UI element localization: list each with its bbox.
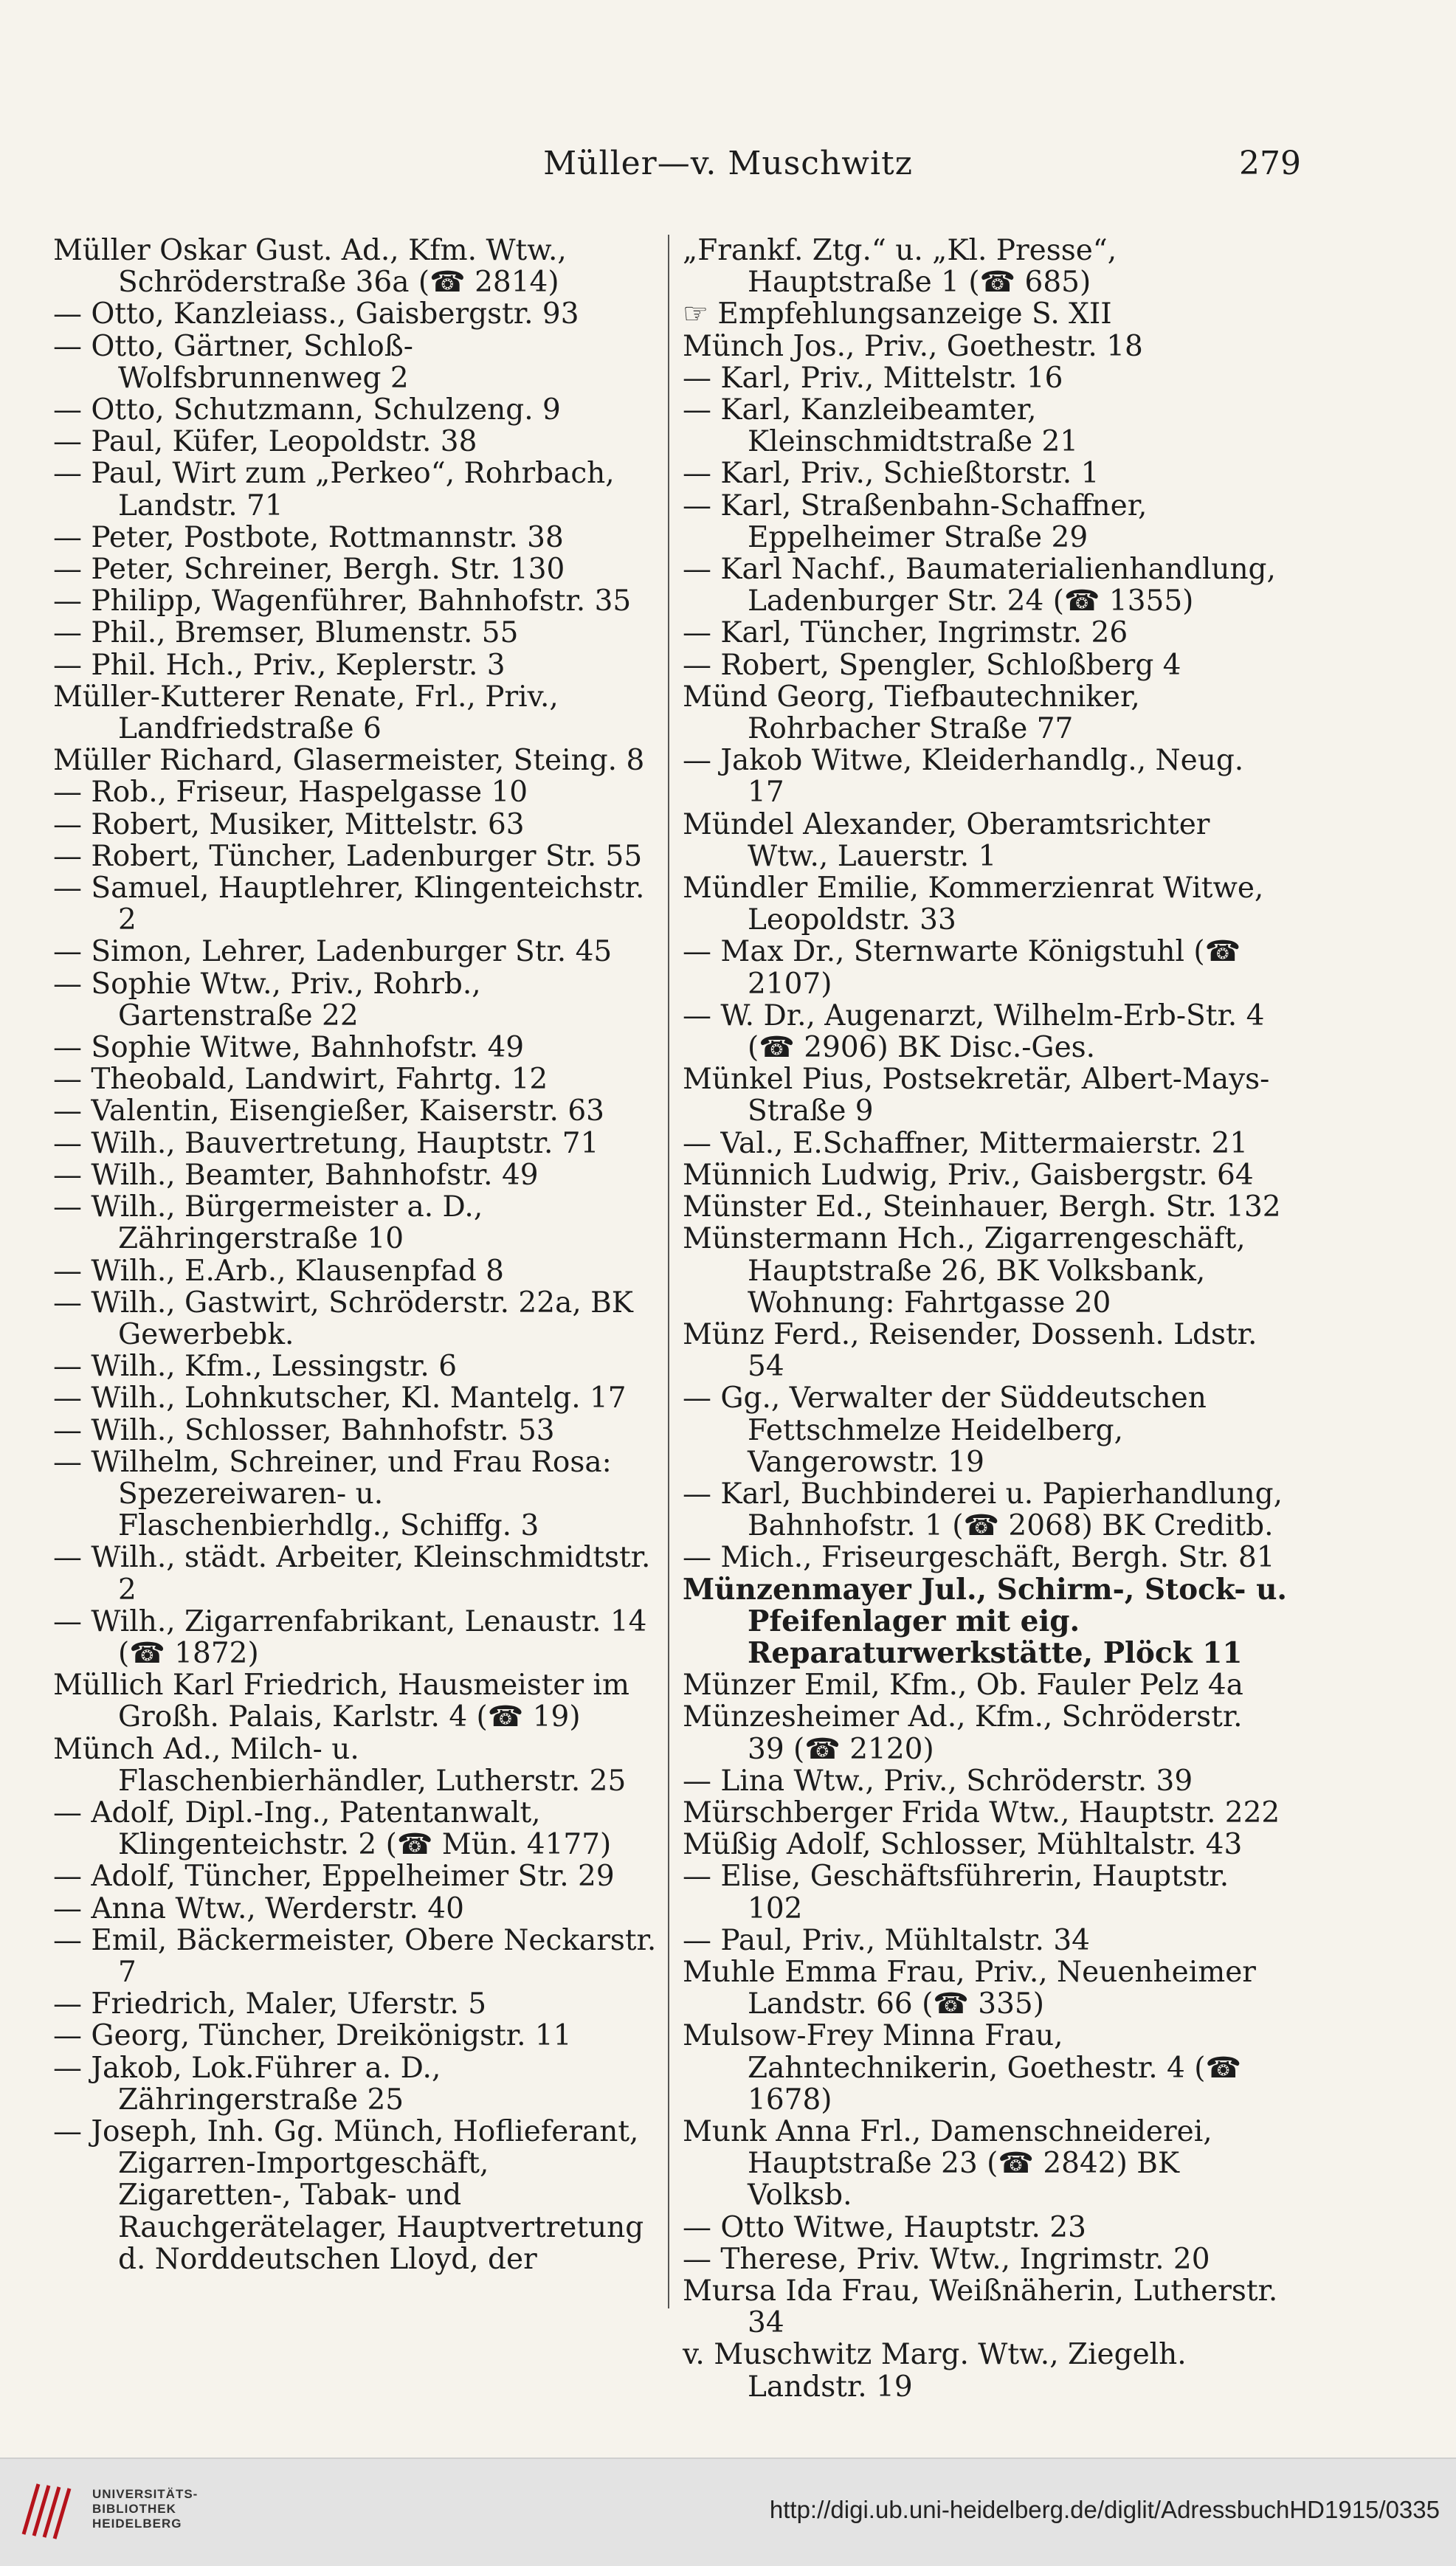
directory-entry: — Adolf, Dipl.-Ing., Patentanwalt, Klingenteichstr. 2 (☎ Mün. 4177) — [53, 1796, 612, 1862]
directory-entry: — Karl, Priv., Mittelstr. 16 — [683, 361, 1063, 395]
directory-entry: Münz Ferd., Reisender, Dossenh. Ldstr. 54 — [683, 1317, 1257, 1384]
directory-entry: Müllich Karl Friedrich, Hausmeister im Großh. Palais, Karlstr. 4 (☎ 19) — [53, 1669, 630, 1734]
directory-entry: — Paul, Küfer, Leopoldstr. 38 — [53, 425, 477, 459]
directory-entry: — Phil., Bremser, Blumenstr. 55 — [53, 616, 519, 650]
right-column — [683, 235, 1288, 2403]
directory-entry: — Wilhelm, Schreiner, und Frau Rosa: Spezereiwaren- u. Flaschenbierhdlg., Schiffg. 3 — [53, 1445, 612, 1543]
directory-entry: Müßig Adolf, Schlosser, Mühltalstr. 43 — [683, 1828, 1243, 1862]
directory-entry: — Paul, Wirt zum „Perkeo“, Rohrbach, Landstr. 71 — [53, 457, 615, 522]
directory-entry: — Jakob, Lok.Führer a. D., Zähringerstraße 25 — [53, 2051, 441, 2117]
directory-entry: Mündel Alexander, Oberamtsrichter Wtw., Lauerstr. 1 — [683, 807, 1210, 873]
directory-entry: — Emil, Bäckermeister, Obere Neckarstr. 7 — [53, 1923, 657, 1989]
directory-entry: Müller Richard, Glasermeister, Steing. 8 — [53, 744, 645, 778]
directory-entry: — Mich., Friseurgeschäft, Bergh. Str. 81 — [683, 1541, 1275, 1575]
directory-entry: — Jakob Witwe, Kleiderhandlg., Neug. 17 — [683, 744, 1244, 810]
directory-entry: — Valentin, Eisengießer, Kaiserstr. 63 — [53, 1094, 604, 1128]
directory-entry: — Karl, Kanzleibeamter, Kleinschmidtstraße 21 — [683, 393, 1079, 459]
directory-entry: — Karl, Buchbinderei u. Papierhandlung, Bahnhofstr. 1 (☎ 2068) BK Creditb. — [683, 1477, 1283, 1543]
directory-entry: — Theobald, Landwirt, Fahrtg. 12 — [53, 1063, 548, 1097]
page-number: 279 — [1239, 145, 1301, 182]
directory-entry: — Phil. Hch., Priv., Keplerstr. 3 — [53, 648, 506, 682]
directory-entry: v. Muschwitz Marg. Wtw., Ziegelh. Landstr. 19 — [683, 2338, 1187, 2404]
directory-entry: Münkel Pius, Postsekretär, Albert-Mays-Straße 9 — [683, 1063, 1270, 1128]
page-header — [0, 145, 1456, 189]
directory-entry: — Philipp, Wagenführer, Bahnhofstr. 35 — [53, 584, 632, 618]
directory-entry: — Wilh., Schlosser, Bahnhofstr. 53 — [53, 1413, 555, 1447]
directory-entry: — Robert, Tüncher, Ladenburger Str. 55 — [53, 839, 643, 873]
directory-entry: — Otto, Gärtner, Schloß-Wolfsbrunnenweg 2 — [53, 329, 413, 395]
directory-entry: Münster Ed., Steinhauer, Bergh. Str. 132 — [683, 1190, 1281, 1224]
directory-entry: — Karl, Straßenbahn-Schaffner, Eppelheimer Straße 29 — [683, 489, 1148, 554]
library-name — [92, 2487, 198, 2531]
directory-entry: — Otto, Kanzleiass., Gaisbergstr. 93 — [53, 297, 579, 331]
directory-entry: — Elise, Geschäftsführerin, Hauptstr. 102 — [683, 1860, 1229, 1925]
directory-entry: — Wilh., städt. Arbeiter, Kleinschmidtstr. 2 — [53, 1541, 651, 1607]
directory-entry: — Karl, Tüncher, Ingrimstr. 26 — [683, 616, 1128, 650]
university-library-logo-icon — [16, 2475, 84, 2543]
directory-entry: — Wilh., Bürgermeister a. D., Zähringerstraße 10 — [53, 1190, 483, 1256]
directory-entry: — W. Dr., Augenarzt, Wilhelm-Erb-Str. 4 (☎ 2906) BK Disc.-Ges. — [683, 999, 1265, 1065]
directory-entry: — Joseph, Inh. Gg. Münch, Hoflieferant, Zigarren-Importgeschäft, Zigaretten-, Tabak- und Rauchgerätelager, Hauptvertretung d. Norddeutschen Lloyd, der — [53, 2114, 644, 2276]
directory-entry: — Peter, Postbote, Rottmannstr. 38 — [53, 520, 564, 554]
directory-entry: — Wilh., Beamter, Bahnhofstr. 49 — [53, 1158, 539, 1192]
directory-entry: — Wilh., Kfm., Lessingstr. 6 — [53, 1350, 458, 1384]
directory-entry: Munk Anna Frl., Damenschneiderei, Hauptstraße 23 (☎ 2842) BK Volksb. — [683, 2114, 1212, 2213]
directory-entry: Münd Georg, Tiefbautechniker, Rohrbacher Straße 77 — [683, 680, 1140, 746]
directory-entry: Mursa Ida Frau, Weißnäherin, Lutherstr. 34 — [683, 2274, 1278, 2340]
directory-entry: — Sophie Witwe, Bahnhofstr. 49 — [53, 1031, 525, 1065]
directory-entry: — Karl Nachf., Baumaterialienhandlung, Ladenburger Str. 24 (☎ 1355) — [683, 553, 1276, 618]
footer-bar — [0, 2458, 1456, 2566]
directory-entry: Münstermann Hch., Zigarrengeschäft, Hauptstraße 26, BK Volksbank, Wohnung: Fahrtgasse 20 — [683, 1222, 1246, 1320]
running-title: Müller—v. Muschwitz — [543, 145, 913, 182]
directory-entry: — Paul, Priv., Mühltalstr. 34 — [683, 1923, 1090, 1957]
directory-entry: — Simon, Lehrer, Ladenburger Str. 45 — [53, 935, 613, 969]
directory-entry: Münnich Ludwig, Priv., Gaisbergstr. 64 — [683, 1158, 1254, 1192]
directory-entry: — Otto, Schutzmann, Schulzeng. 9 — [53, 393, 561, 427]
directory-entry: Müller-Kutterer Renate, Frl., Priv., Landfriedstraße 6 — [53, 680, 559, 746]
directory-entry: Münzenmayer Jul., Schirm-, Stock- u. Pfeifenlager mit eig. Reparaturwerkstätte, Plöck 11 — [683, 1572, 1287, 1670]
library-name-line-1: UNIVERSITÄTS- — [92, 2487, 199, 2501]
directory-entry: Münzer Emil, Kfm., Ob. Fauler Pelz 4a — [683, 1669, 1243, 1703]
directory-entry: — Adolf, Tüncher, Eppelheimer Str. 29 — [53, 1860, 615, 1894]
directory-entry: Mulsow-Frey Minna Frau, Zahntechnikerin, Goethestr. 4 (☎ 1678) — [683, 2019, 1242, 2117]
directory-entry: — Wilh., Bauvertretung, Hauptstr. 71 — [53, 1126, 599, 1160]
directory-entry: — Max Dr., Sternwarte Königstuhl (☎ 2107) — [683, 935, 1241, 1001]
directory-entry: — Samuel, Hauptlehrer, Klingenteichstr. 2 — [53, 872, 645, 937]
directory-entry: — Wilh., E.Arb., Klausenpfad 8 — [53, 1254, 504, 1288]
directory-entry: Müller Oskar Gust. Ad., Kfm. Wtw., Schröderstraße 36a (☎ 2814) — [53, 234, 567, 300]
directory-entry: — Georg, Tüncher, Dreikönigstr. 11 — [53, 2019, 572, 2053]
column-divider — [668, 235, 669, 2308]
left-column — [53, 235, 658, 2275]
directory-entry: — Lina Wtw., Priv., Schröderstr. 39 — [683, 1764, 1193, 1798]
directory-entry: — Anna Wtw., Werderstr. 40 — [53, 1891, 464, 1925]
directory-entry: Mündler Emilie, Kommerzienrat Witwe, Leopoldstr. 33 — [683, 872, 1264, 937]
library-name-line-3: HEIDELBERG — [92, 2517, 182, 2531]
directory-entry: „Frankf. Ztg.“ u. „Kl. Presse“, Hauptstraße 1 (☎ 685) — [683, 234, 1117, 300]
directory-entry: — Gg., Verwalter der Süddeutschen Fettschmelze Heidelberg, Vangerowstr. 19 — [683, 1382, 1207, 1479]
directory-entry: — Wilh., Gastwirt, Schröderstr. 22a, BK Gewerbebk. — [53, 1286, 633, 1351]
directory-entry: — Robert, Musiker, Mittelstr. 63 — [53, 807, 525, 841]
directory-entry: — Karl, Priv., Schießtorstr. 1 — [683, 457, 1100, 491]
directory-entry: — Sophie Wtw., Priv., Rohrb., Gartenstraße 22 — [53, 967, 481, 1032]
directory-entry: Muhle Emma Frau, Priv., Neuenheimer Landstr. 66 (☎ 335) — [683, 1955, 1256, 2021]
library-name-line-2: BIBLIOTHEK — [92, 2502, 176, 2516]
directory-entry: ☞ Empfehlungsanzeige S. XII — [683, 297, 1112, 331]
directory-entry: — Rob., Friseur, Haspelgasse 10 — [53, 776, 528, 810]
directory-entry: — Otto Witwe, Hauptstr. 23 — [683, 2210, 1086, 2244]
directory-entry: Münch Jos., Priv., Goethestr. 18 — [683, 329, 1143, 363]
directory-entry: — Therese, Priv. Wtw., Ingrimstr. 20 — [683, 2242, 1210, 2276]
directory-entry: — Wilh., Zigarrenfabrikant, Lenaustr. 14 (☎ 1872) — [53, 1604, 647, 1670]
source-url-link[interactable]: http://digi.ub.uni-heidelberg.de/diglit/AdressbuchHD1915/0335 — [769, 2496, 1440, 2523]
directory-entry: — Val., E.Schaffner, Mittermaierstr. 21 — [683, 1126, 1249, 1160]
directory-entry: — Wilh., Lohnkutscher, Kl. Mantelg. 17 — [53, 1382, 627, 1415]
directory-entry: Münzesheimer Ad., Kfm., Schröderstr. 39 (☎ 2120) — [683, 1700, 1243, 1766]
directory-entry: — Robert, Spengler, Schloßberg 4 — [683, 648, 1181, 682]
directory-entry: — Peter, Schreiner, Bergh. Str. 130 — [53, 553, 565, 587]
directory-entry: Mürschberger Frida Wtw., Hauptstr. 222 — [683, 1796, 1280, 1829]
directory-entry: Münch Ad., Milch- u. Flaschenbierhändler, Lutherstr. 25 — [53, 1732, 627, 1798]
directory-entry: — Friedrich, Maler, Uferstr. 5 — [53, 1987, 487, 2021]
